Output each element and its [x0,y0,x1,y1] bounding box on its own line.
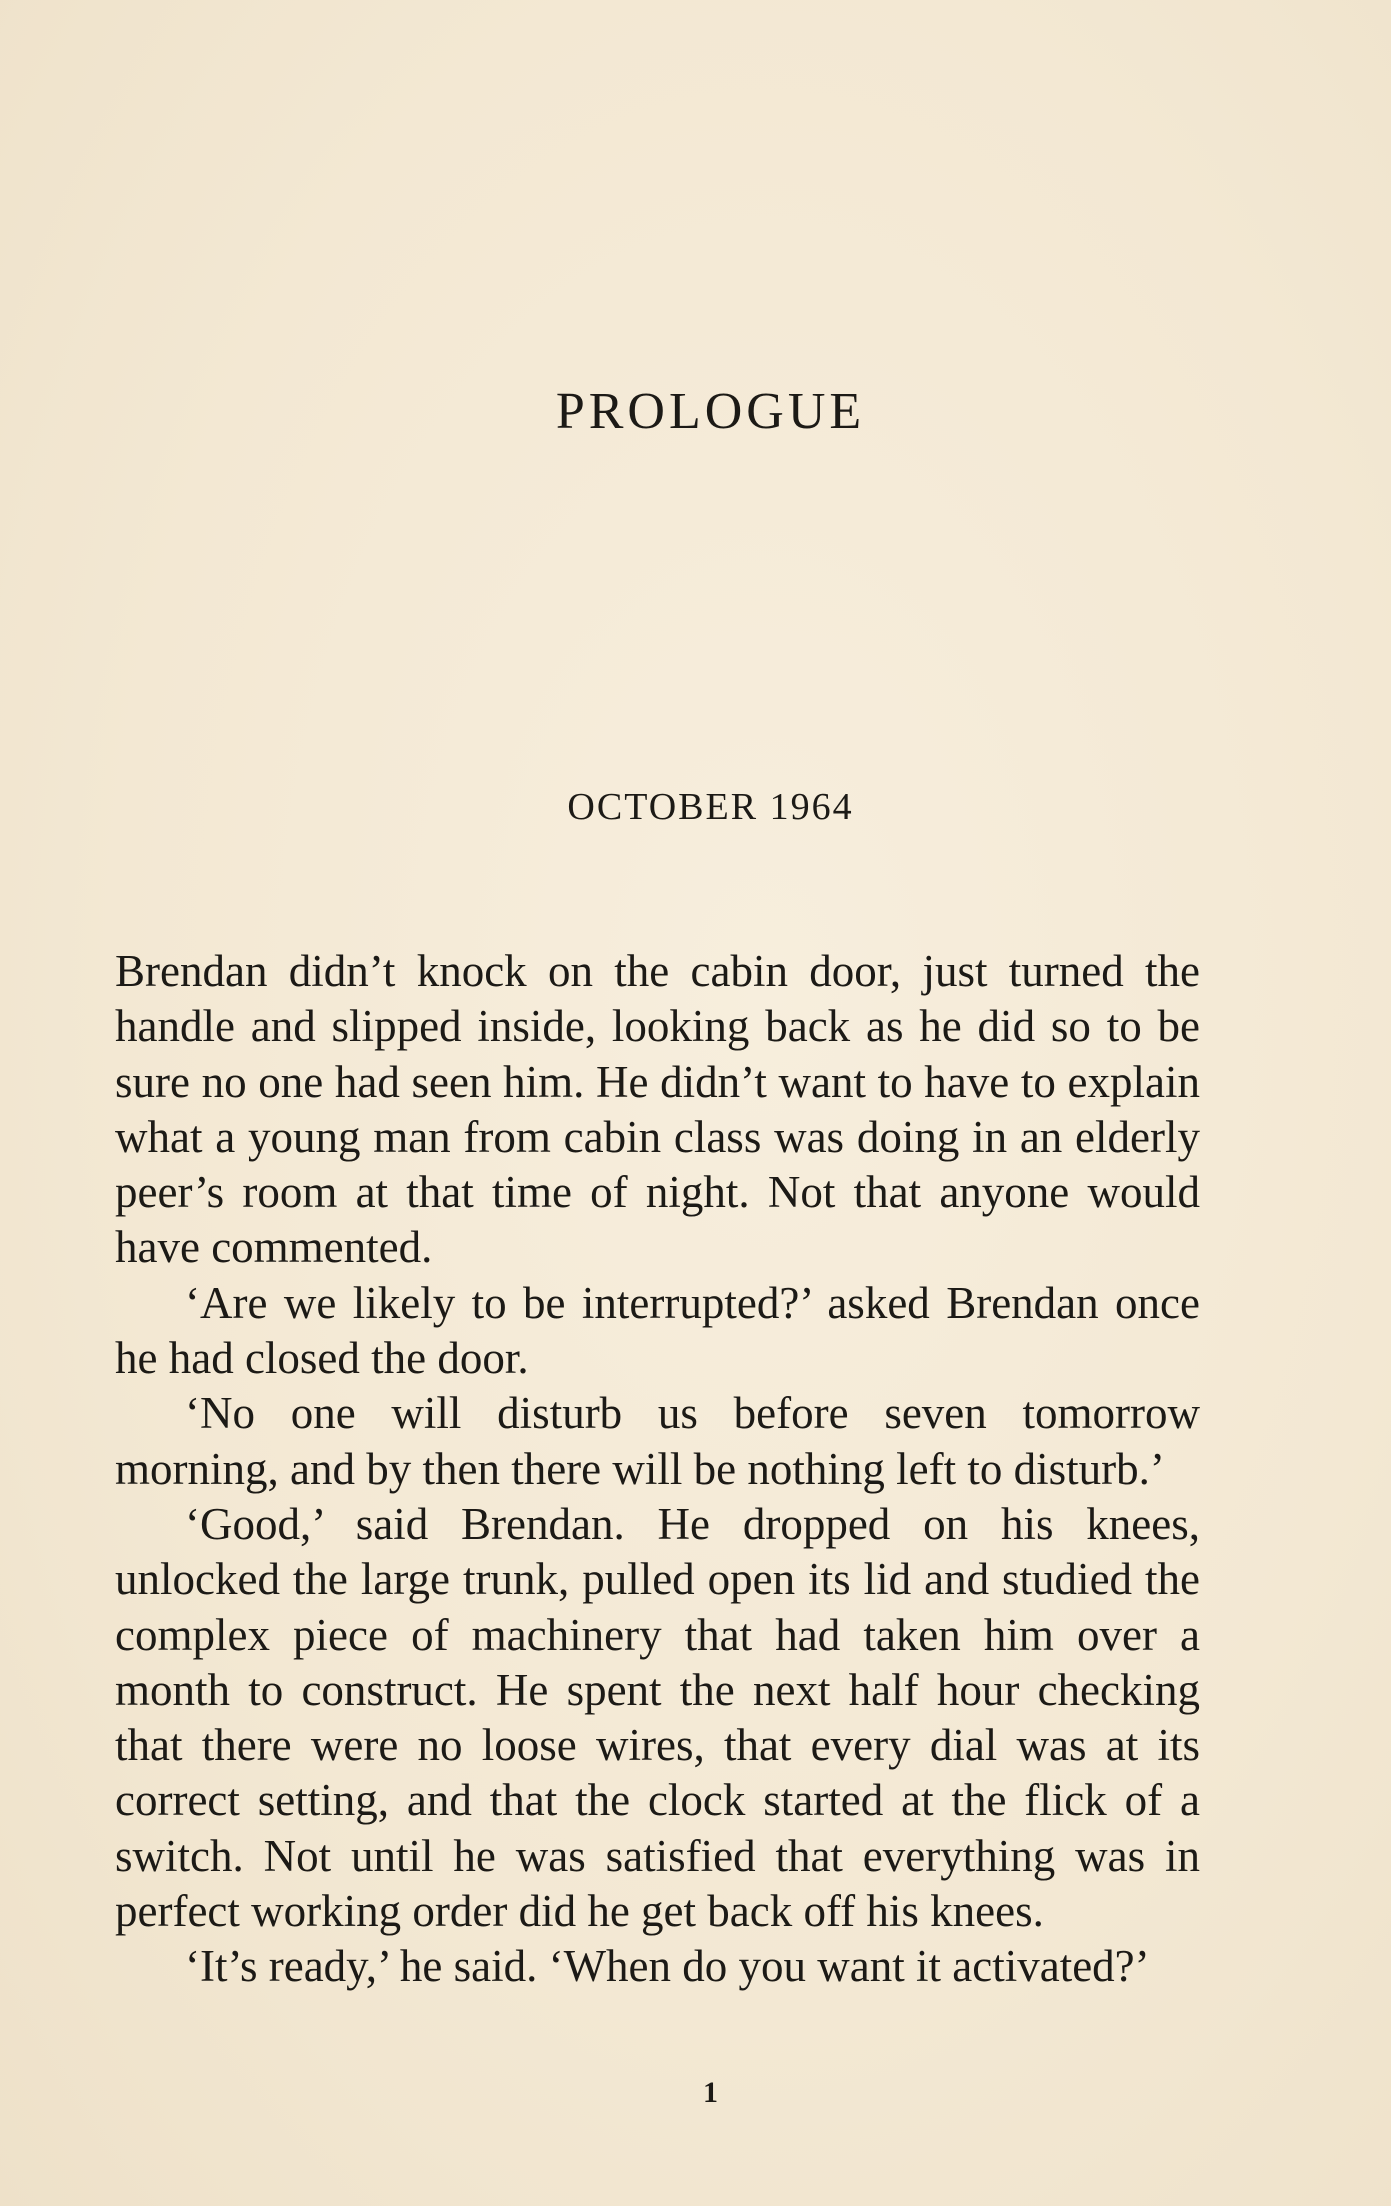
page-number: 1 [703,2076,718,2109]
paragraph: ‘It’s ready,’ he said. ‘When do you want it activated?’ [185,1941,1150,1992]
paragraph: ‘Are we likely to be interrupted?’ asked Brendan once he had closed the door. [115,1277,1200,1384]
paragraph: ‘Good,’ said Brendan. He dropped on his knees, unlocked the large trunk, pulled open its lid and studied the complex piece of machinery that had taken him over a month to construct. He spent the next half hour checking that there were no loose wires, that every dial was at its correct setting, and that the clock started at the flick of a switch. Not until he was satisfied that everything was in perfect working order did he get back off his knees. [115,1498,1200,1937]
body-text [115,944,1200,1995]
chapter-title: PROLOGUE [555,383,866,440]
paragraph: Brendan didn’t knock on the cabin door, just turned the handle and slipped inside, looking back as he did so to be sure no one had seen him. He didn’t want to have to explain what a young man from cabin class was doing in an elderly peer’s room at that time of night. Not that anyone would have commented. [115,946,1200,1273]
dateline: OCTOBER 1964 [567,786,854,828]
paragraph: ‘No one will disturb us before seven tomorrow morning, and by then there will be nothing left to disturb.’ [115,1388,1200,1494]
